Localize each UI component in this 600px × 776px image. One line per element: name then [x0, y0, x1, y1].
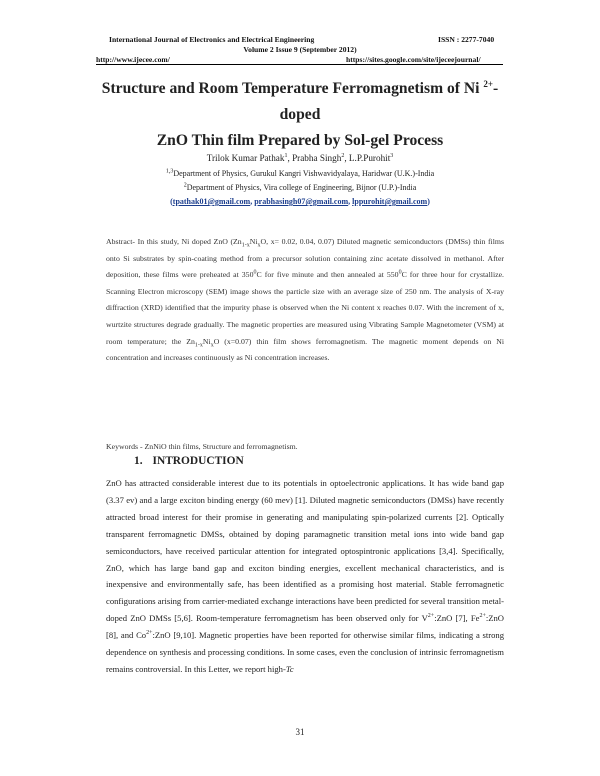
- email-link-3[interactable]: lppurohit@gmail.com: [352, 197, 428, 206]
- author-list: Trilok Kumar Pathak$^1$, Prabha Singh$^2$, L.P.Purohit$^3$: [206, 152, 394, 163]
- email-link-1[interactable]: tpathak01@gmail.com: [172, 197, 251, 206]
- paper-title: Structure and Room Temperature Ferromagnetism of Ni $^{2+}$- doped ZnO Thin film Prepared by Sol-gel Process: [101, 78, 499, 149]
- abstract: Abstract- In this study, Ni doped ZnO ($Zn_{1-x}Ni_xO$, x= 0.02, 0.04, 0.07) Diluted magnetic semiconductors (DMSs) thin films onto Si substrates by spin-coating method from a precursor solution containing zinc acetate dissolved in methanol. After deposition, these films were preheated at $350^0C$ for five minute and then annealed at $550^0C$ for three hour for crystallize. Scanning Electron microscopy (SEM) image shows the particle size with an average size of 250 nm. The analysis of X-ray diffraction (XRD) identified that the impurity phase is observed when the Ni content x reaches 0.07. With the increment of x, wurtzite structures degrade gradually. The magnetic properties are measured using Vibrating Sample Magnetometer (VSM) at room temperature; the $Zn_{1-x}Ni_xO$ (x=0.07) thin film shows ferromagnetism. The magnetic moment depends on Ni concentration and increases continuously as Ni concentration increases.: [106, 237, 505, 363]
- header-divider: [96, 64, 503, 65]
- section-heading: 1. INTRODUCTION: [134, 455, 244, 467]
- journal-site-url[interactable]: https://sites.google.com/site/ijeceejournal/: [346, 55, 481, 64]
- volume-issue: Volume 2 Issue 9 (September 2012): [243, 45, 357, 54]
- affiliation-1: $^{1,3}$Department of Physics, Gurukul Kangri Vishwavidyalaya, Haridwar (U.K.)-India: [165, 168, 435, 178]
- email-link-2[interactable]: prabhasingh07@gmail.com: [254, 197, 349, 206]
- author-emails: (tpathak01@gmail.com, prabhasingh07@gmail.com, lppurohit@gmail.com): [170, 197, 430, 206]
- journal-name: International Journal of Electronics and Electrical Engineering: [109, 35, 315, 44]
- journal-url[interactable]: http://www.ijecee.com/: [96, 55, 170, 64]
- keywords: Keywords - ZnNiO thin films, Structure and ferromagnetism.: [106, 442, 298, 451]
- page-number: 31: [295, 727, 305, 737]
- affiliation-2: $^2$Department of Physics, Vira college of Engineering, Bijnor (U.P.)-India: [183, 182, 417, 192]
- introduction-text: ZnO has attracted considerable interest due to its potentials in optoelectronic applications. It has wide band gap (3.37 ev) and a large exciton binding energy (60 mev) [1]. Diluted magnetic semiconductors (DMSs) have recently attracted broad interest for their promise in generating and manipulating spin-polarized currents [2]. Optically transparent ferromagnetic DMSs, obtained by doping paramagnetic transition metal ions into wide band gap semiconductors, have received particular attention for integrated optospintronic applications [3,4]. Specifically, ZnO, which has large band gap and exciton binding energies, excellent mechanical characteristics, and is inexpensive and environmentally safe, has been identified as a promising host material. Stable ferromagnetic configurations arising from carrier-mediated exchange interactions have been predicted for several transition metal- doped ZnO DMSs [5,6]. Room-temperature ferromagnetism has been observed only for $V^{2+}:ZnO$ [7], $Fe^{2+}:ZnO$ [8], and $Co^{2+}:ZnO$ [9,10]. Magnetic properties have been reported for otherwise similar films, indicating a strong dependence on synthesis and processing conditions. In some cases, even the conclusion of intrinsic ferromagnetism remains controversial. In this Letter, we report high-Tc: [106, 478, 505, 674]
- issn: ISSN : 2277-7040: [438, 35, 495, 44]
